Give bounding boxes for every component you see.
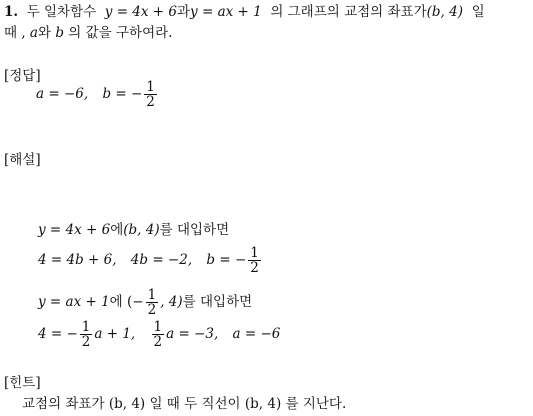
point: (b, 4) <box>426 4 463 20</box>
fraction: $\frac{1}{2}$ <box>153 319 163 351</box>
solution-step-1: y = 4x + 6에(b, 4)를 대입하면 <box>38 222 230 238</box>
fraction: $\frac{1}{2}$ <box>147 287 157 319</box>
answer-header: [정답] <box>4 68 41 84</box>
problem-text: 의 그래프의 교점의 좌표가 <box>270 4 427 20</box>
answer-fraction: $\frac{1}{2}$ <box>146 79 155 111</box>
fraction: $\frac{1}{2}$ <box>250 245 259 277</box>
var-a: a <box>29 25 38 41</box>
fraction: $\frac{1}{2}$ <box>81 319 91 351</box>
answer-equation <box>36 80 159 109</box>
problem-number: 1. <box>4 4 19 20</box>
problem-line-1 <box>4 4 485 22</box>
solution-step-2: 4 = 4b + 6, 4b = −2, b = − $\frac{1}{2}$ <box>38 245 259 277</box>
problem-text: 의 값을 구하여라. <box>68 25 173 41</box>
hint-text: 교점의 좌표가 (b, 4) 일 때 두 직선이 (b, 4) 를 지난다. <box>22 396 347 412</box>
solution-step-4: 4 = − $\frac{1}{2}$ a + 1, $\frac{1}{2}$ a = −3, a = −6 <box>38 319 281 351</box>
answer-a: a = −6, <box>36 85 89 102</box>
answer-b: b = − <box>102 85 143 102</box>
problem-line-2 <box>4 25 172 43</box>
problem-text: 두 일차함수 <box>26 4 97 20</box>
problem-text: 과 <box>177 4 191 20</box>
hint-header: [힌트] <box>4 375 41 391</box>
var-b: b <box>55 25 64 41</box>
problem-text: 와 <box>37 25 52 41</box>
problem-text: 때 , <box>4 25 26 41</box>
problem-text: 일 <box>471 4 485 20</box>
solution-header: [해설] <box>4 152 41 168</box>
solution-step-3: y = ax + 1에 (− $\frac{1}{2}$ , 4)를 대입하면 <box>38 287 253 319</box>
equation-1: y = 4x + 6 <box>104 4 177 20</box>
equation-2: y = ax + 1 <box>190 4 262 20</box>
